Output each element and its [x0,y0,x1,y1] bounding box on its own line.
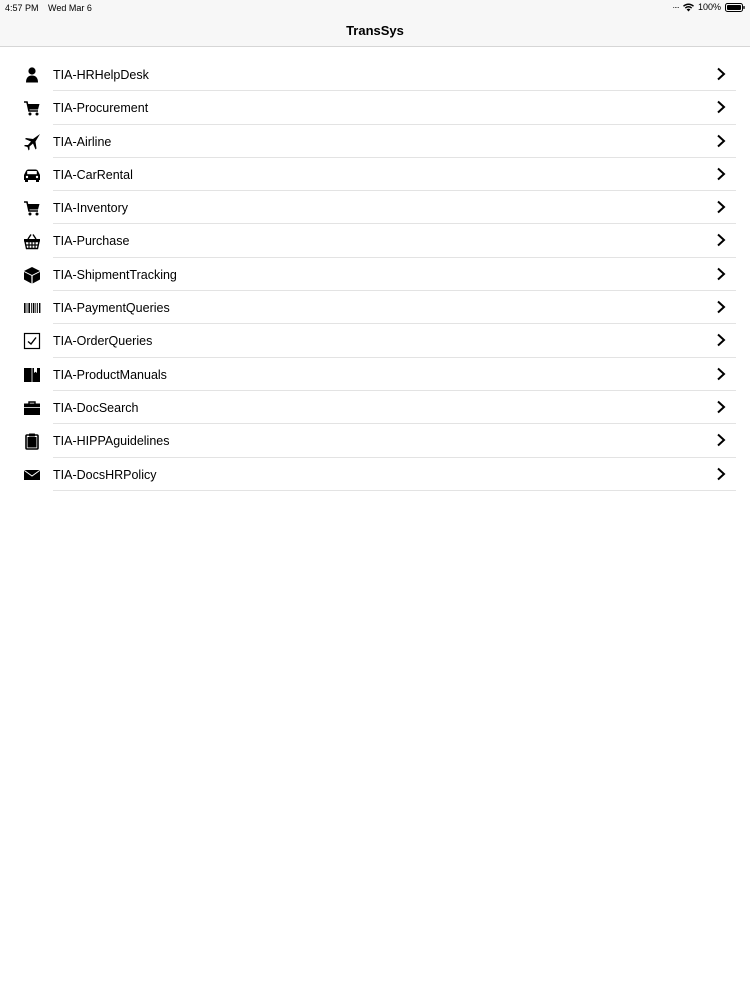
list-item-label: TIA-Inventory [53,201,129,216]
list-item[interactable] [0,424,750,457]
battery-percent: 100% [697,2,721,12]
list-item-label: TIA-HIPPAguidelines [53,434,170,449]
list-item[interactable] [0,224,750,257]
list-item-label: TIA-Airline [53,134,112,149]
status-bar [0,0,750,16]
box-icon [23,266,41,284]
list-item[interactable] [0,358,750,391]
page-title: TransSys [346,23,404,38]
chevron-right-icon [716,333,726,347]
list-item[interactable] [0,291,750,324]
list-item-label: TIA-OrderQueries [53,334,153,349]
list-item[interactable] [0,324,750,357]
airplane-icon [23,133,41,151]
list-item-label: TIA-ShipmentTracking [53,267,177,282]
chevron-right-icon [716,167,726,181]
battery-icon [725,3,745,12]
list-item-label: TIA-Purchase [53,234,130,249]
status-time: 4:57 PM [5,3,39,13]
list-item[interactable] [0,91,750,124]
status-right [672,2,745,12]
briefcase-icon [23,399,41,417]
clipboard-icon [23,432,41,450]
envelope-icon [23,466,41,484]
cart-icon [23,199,41,217]
chevron-right-icon [716,300,726,314]
list-item-label: TIA-Procurement [53,101,149,116]
signal-dots-icon: ···· [672,2,679,12]
chevron-right-icon [716,267,726,281]
navigation-bar [0,16,750,47]
basket-icon [23,232,41,250]
chevron-right-icon [716,233,726,247]
chevron-right-icon [716,467,726,481]
list-item-label: TIA-HRHelpDesk [53,68,149,82]
checkbox-icon [23,332,41,350]
list-item[interactable] [0,158,750,191]
list-item[interactable] [0,391,750,424]
list-item-label: TIA-ProductManuals [53,367,167,382]
list-item[interactable] [0,258,750,291]
barcode-icon [23,299,41,317]
list-item[interactable] [0,125,750,158]
person-icon [23,66,41,84]
chevron-right-icon [716,67,726,81]
list-item-label: TIA-DocSearch [53,400,139,415]
list-item-label: TIA-DocsHRPolicy [53,467,157,482]
list-item-label: TIA-PaymentQueries [53,301,170,316]
chevron-right-icon [716,200,726,214]
chevron-right-icon [716,134,726,148]
chevron-right-icon [716,400,726,414]
list-item[interactable] [0,191,750,224]
list-item[interactable] [0,458,750,491]
transaction-list [0,58,750,491]
wifi-icon [683,3,694,12]
list-item[interactable] [0,58,750,91]
list-item-label: TIA-CarRental [53,167,133,182]
chevron-right-icon [716,367,726,381]
chevron-right-icon [716,433,726,447]
status-date: Wed Mar 6 [48,3,92,13]
row-divider [53,490,736,491]
car-icon [23,166,41,184]
book-icon [23,366,41,384]
cart-icon [23,99,41,117]
chevron-right-icon [716,100,726,114]
